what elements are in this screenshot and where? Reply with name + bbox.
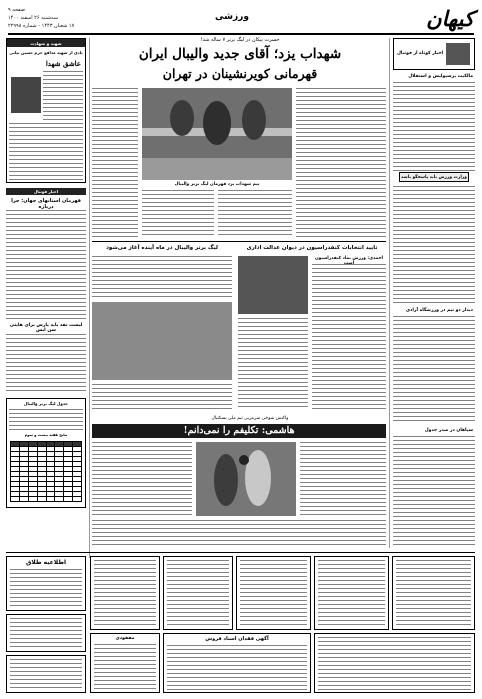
headline: مالکیت پرسپولیس و استقلال — [408, 74, 473, 79]
article-text — [43, 71, 83, 121]
headline-line-2: قهرمانی کویرنشینان در تهران — [162, 66, 318, 81]
notice-title: اطلاعیه طلاق — [25, 559, 67, 566]
article-text — [142, 190, 214, 238]
middle-right-sub: احمدی: ورزش نماد کنفدراسیون — [314, 256, 384, 261]
article-text — [92, 384, 232, 410]
masthead — [0, 0, 482, 40]
middle-photo-left — [92, 302, 232, 380]
left-column — [6, 38, 86, 558]
section-title: ورزشی — [215, 12, 249, 22]
box-title: شهید و شهادت — [30, 40, 62, 46]
table-cell — [55, 497, 64, 502]
article-text — [300, 442, 386, 516]
football-news-box — [393, 38, 475, 70]
article-text — [92, 520, 386, 548]
ad-box — [163, 556, 233, 630]
hashemi-kicker: واکنش شوخی سرمربی تیم ملی بسکتبال — [211, 416, 289, 421]
box-header — [7, 39, 85, 47]
photo-caption: تیم شهداب یزد قهرمان لیگ برتر والیبال — [174, 182, 260, 187]
headline: سپاهان در صدر جدول — [424, 428, 473, 433]
article-text — [92, 256, 232, 300]
column-divider — [89, 38, 90, 558]
issue-line: ۱۷ شعبان ۱۴۴۳ - شماره ۲۲۹۹۸ — [8, 23, 75, 29]
notice-title: مفقودی — [115, 636, 135, 641]
volleyball-players-image — [142, 88, 292, 180]
kicker: حسرت پیکان در لیگ برتر ۷ ساله شد! — [200, 37, 280, 43]
ad-box — [314, 633, 475, 693]
football-logo-icon — [446, 43, 470, 65]
main-photo — [142, 88, 292, 180]
martyr-title: یادی از شهید مدافع حرم حسین بیاتی — [9, 50, 83, 55]
table-cell — [46, 497, 55, 502]
hashemi-title: هاشمی: تکلیفم را نمی‌دانم! — [183, 425, 295, 436]
ad-text — [318, 637, 471, 691]
article-text — [6, 210, 86, 320]
section-rule — [92, 241, 386, 242]
news-title: قهرمان استانهای جهان: جرا درباره — [11, 198, 81, 210]
ad-box — [236, 556, 311, 630]
right-column — [393, 38, 475, 548]
date-line: سه‌شنبه ۲۶ اسفند ۱۴۰۰ — [8, 15, 58, 21]
article-text — [218, 190, 292, 238]
ad-text — [396, 560, 471, 628]
standings-box — [6, 398, 86, 508]
divorce-notice — [6, 556, 86, 611]
standings-caption: نتایج هفته بیست و سوم — [24, 433, 68, 437]
table-cell — [37, 497, 46, 502]
article-text — [393, 316, 475, 424]
article-text — [6, 334, 86, 394]
ad-text — [167, 560, 229, 628]
ad-box — [90, 556, 160, 630]
martyr-box — [6, 38, 86, 183]
article-text — [238, 318, 308, 410]
ad-text — [318, 560, 385, 628]
classified-text — [167, 645, 307, 690]
middle-left-title: لیگ برتر والیبال در ماه آینده آغاز می‌شود — [106, 245, 218, 251]
article-text — [393, 186, 475, 304]
classified-ad — [163, 633, 311, 693]
subhead-box — [399, 172, 469, 182]
headline: وزارت ورزش باید پاسخگو باشد — [401, 175, 467, 180]
martyr-subtitle: عاشق شهدا — [45, 59, 81, 68]
table-cell — [64, 497, 73, 502]
middle-photo-right — [238, 256, 308, 314]
classified-title: آگهی فقدان اسناد فروش — [205, 636, 269, 642]
article-text — [296, 88, 386, 238]
newspaper-logo: کیهان — [426, 6, 474, 31]
standings-title: جدول لیگ برتر والیبال — [23, 401, 69, 406]
ad-box — [6, 614, 86, 652]
notice-text — [10, 569, 82, 609]
article-text — [92, 88, 138, 238]
article-text — [393, 436, 475, 548]
basketball-players-image — [196, 442, 296, 516]
ad-text — [240, 560, 307, 628]
table-cell — [19, 497, 28, 502]
headline: دیدار دو تیم در ورزشگاه آزادی — [405, 308, 473, 313]
ad-text — [10, 618, 82, 650]
ads-rule — [6, 552, 475, 553]
ad-text — [94, 560, 156, 628]
article-text — [312, 264, 386, 410]
ad-text — [10, 659, 82, 691]
table-cell — [73, 497, 82, 502]
middle-right-title: تایید انتخابات کنفدراسیون در دیوان عدالت اداری — [246, 245, 378, 251]
ad-box — [392, 556, 475, 630]
table-row — [11, 497, 82, 502]
standings-table — [10, 441, 82, 502]
headline-line-1: شهداب یزد؛ آقای جدید والیبال ایران — [138, 46, 342, 62]
column-divider — [389, 38, 390, 548]
table-cell — [11, 497, 20, 502]
table-cell — [28, 497, 37, 502]
news-title: لیست نقد باید پارس برای هایتی سن ایس — [9, 323, 83, 333]
loss-notice — [90, 633, 160, 693]
hashemi-banner — [92, 424, 386, 438]
article-text — [393, 82, 475, 172]
box-title: اخبار کوتاه از فوتبال — [397, 51, 444, 56]
ad-box — [6, 655, 86, 693]
masthead-rule — [8, 33, 474, 35]
page-number: صفحه ۹ — [8, 7, 25, 13]
notice-text — [94, 644, 156, 690]
martyr-photo — [11, 77, 41, 113]
article-text — [9, 123, 83, 181]
results-text — [9, 409, 83, 431]
ad-box — [314, 556, 389, 630]
basketball-photo — [196, 442, 296, 516]
article-text — [92, 442, 192, 516]
football-label — [6, 188, 86, 195]
section-label: اخبار فوتبال — [33, 189, 59, 194]
